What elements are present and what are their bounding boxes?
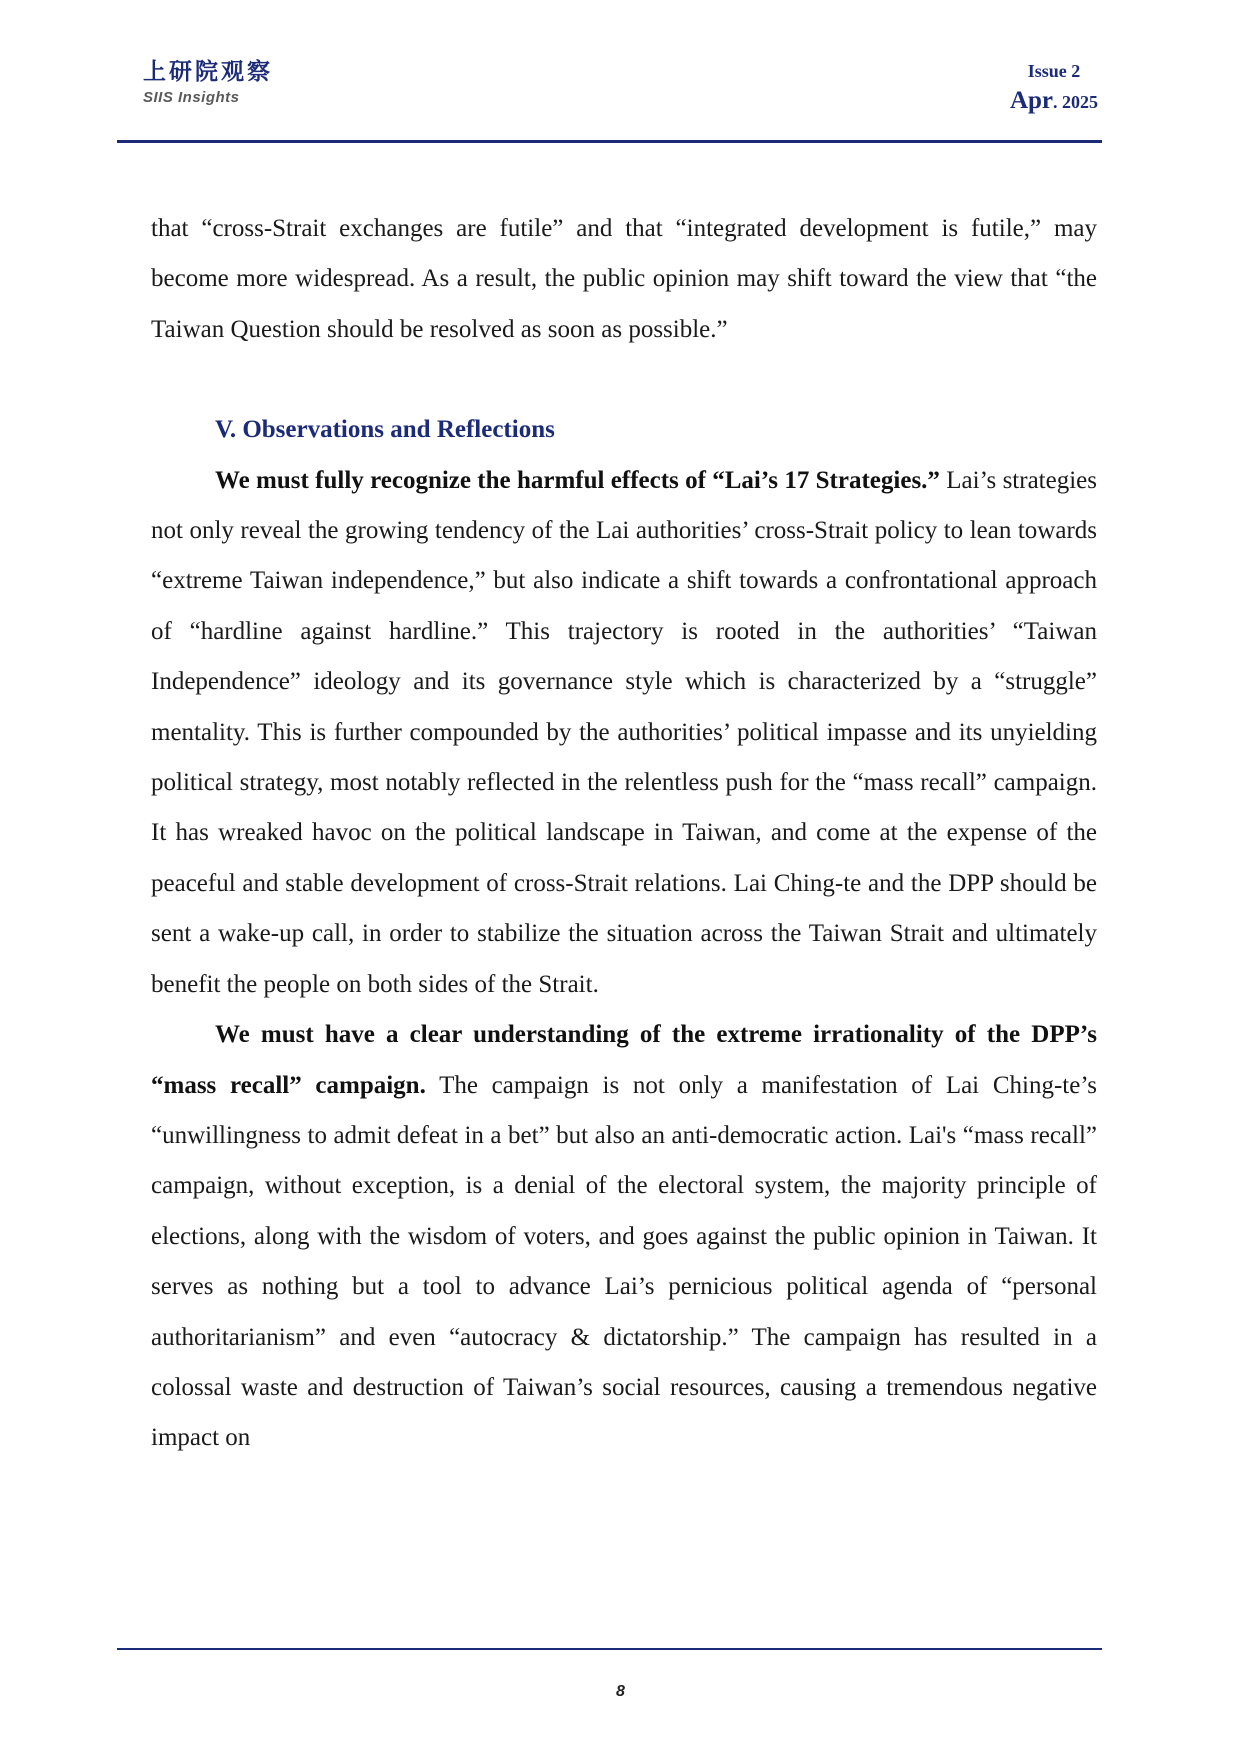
footer-divider	[117, 1648, 1102, 1650]
paragraph-mass-recall	[151, 1010, 1097, 1464]
publication-logo	[143, 58, 363, 106]
paragraph-lead: We must have a clear understanding of the extreme irrationality of the DPP’s “mass recall” campaign.	[151, 1021, 1097, 1099]
page-number: 8	[616, 1683, 625, 1700]
issue-year: . 2025	[1053, 92, 1098, 112]
issue-number: Issue 2	[1027, 61, 1081, 81]
brand-chinese-title: 上研院观察	[143, 58, 273, 85]
issue-date	[1010, 86, 1098, 119]
paragraph-text: Lai’s strategies not only reveal the growing tendency of the Lai authorities’ cross-Strait policy to lean towards “extreme Taiwan independence,” but also indicate a shift towards a confrontational approach of “hardline against hardline.” This trajectory is rooted in the authorities’ “Taiwan Independence” ideology and its governance style which is characterized by a “struggle” mentality. This is further compounded by the authorities’ political impasse and its unyielding political strategy, most notably reflected in the relentless push for the “mass recall” campaign. It has wreaked havoc on the political landscape in Taiwan, and come at the expense of the peaceful and stable development of cross-Strait relations. Lai Ching-te and the DPP should be sent a wake-up call, in order to stabilize the situation across the Taiwan Strait and ultimately benefit the people on both sides of the Strait.	[151, 466, 1097, 998]
article-body	[151, 204, 1097, 1464]
header-divider	[117, 140, 1102, 143]
issue-month: Apr	[1009, 87, 1053, 114]
section-heading: V. Observations and Reflections	[215, 416, 555, 444]
continuation-paragraph: that “cross-Strait exchanges are futile” and that “integrated development is futile,” may become more widespread. As a result, the public opinion may shift toward the view that “the Taiwan Question should be resolved as soon as possible.”	[151, 215, 1097, 343]
paragraph-lead: We must fully recognize the harmful effects of “Lai’s 17 Strategies.”	[215, 466, 940, 494]
brand-english-title: SIIS Insights	[143, 89, 240, 106]
issue-info	[1010, 60, 1098, 119]
paragraph-harmful-effects	[151, 456, 1097, 1010]
paragraph-text: The campaign is not only a manifestation of Lai Ching-te’s “unwillingness to admit defeat in a bet” but also an anti-democratic action. Lai's “mass recall” campaign, without exception, is a denial of the electoral system, the majority principle of elections, along with the wisdom of voters, and goes against the public opinion in Taiwan. It serves as nothing but a tool to advance Lai’s pernicious political agenda of “personal authoritarianism” and even “autocracy & dictatorship.” The campaign has resulted in a colossal waste and destruction of Taiwan’s social resources, causing a tremendous negative impact on	[151, 1071, 1097, 1452]
